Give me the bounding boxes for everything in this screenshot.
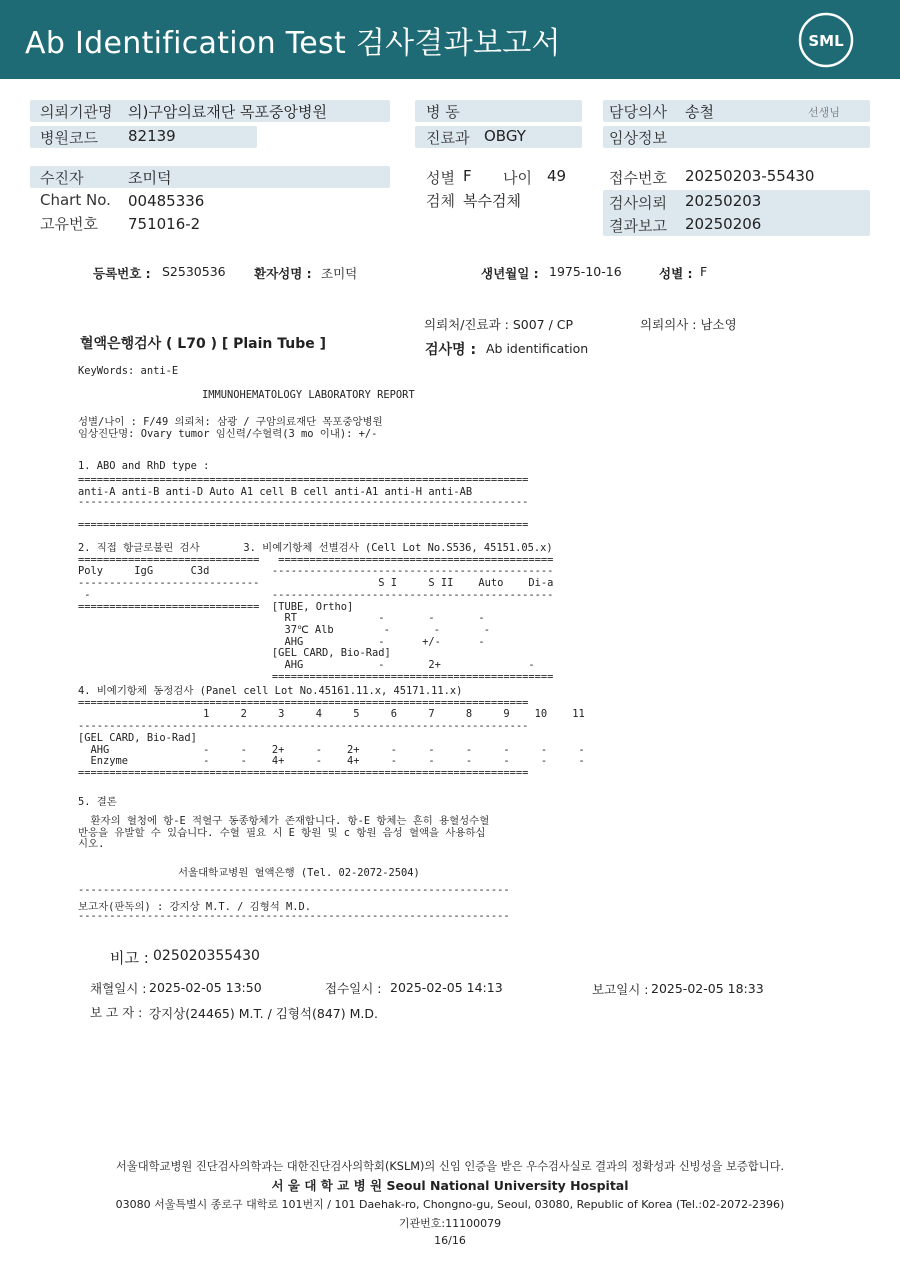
- report-value: 20250206: [685, 215, 762, 233]
- section4-panel-block: 4. 비예기항체 동정검사 (Panel cell Lot No.45161.11.x, 45171.11.x) ======================================================================== 1 2 3 4 5 6 7 8 9 10 11 ------------------------------------------------------------------------ [GEL CARD, Bio-Rad] AHG - - 2+ - 2+ - - - - - - Enzyme - - 4+ - 4+ - - - - - - ========================================================================: [78, 685, 585, 779]
- footer-hospital-name: 서 울 대 학 교 병 원 Seoul National University Hospital: [271, 1178, 629, 1193]
- reportdate-label: 보고일시 :: [592, 982, 649, 997]
- svg-text:SML: SML: [808, 32, 844, 50]
- clinical-label: 임상정보: [609, 129, 667, 147]
- age-value: 49: [547, 167, 567, 185]
- test-name-label: 검사명 :: [425, 342, 477, 358]
- sex-value: F: [463, 167, 472, 185]
- ref-doctor-line: 의뢰의사 : 남소영: [640, 317, 737, 332]
- reporter-value: 강지상(24465) M.T. / 김형석(847) M.D.: [149, 1006, 378, 1021]
- ward-label: 병 동: [426, 103, 460, 121]
- test-name-value: Ab identification: [486, 341, 589, 356]
- institution-label: 의뢰기관명: [40, 103, 113, 121]
- section5-title: 5. 결론: [78, 796, 117, 808]
- report-label: 결과보고: [609, 217, 667, 235]
- reg-label: 등록번호 :: [93, 266, 151, 281]
- doctor-label: 담당의사: [609, 103, 667, 121]
- test-group: 혈액은행검사 ( L70 ) [ Plain Tube ]: [80, 336, 327, 352]
- dob-value: 1975-10-16: [549, 264, 622, 279]
- collect-value: 2025-02-05 13:50: [149, 980, 262, 995]
- line-diagnosis: 임상진단명: Ovary tumor 임신력/수혈력(3 mo 이내): +/-: [78, 428, 378, 440]
- receive-label: 접수일시 :: [325, 981, 382, 996]
- separator: ------------------------------------------------------------------------: [78, 496, 529, 508]
- unique-no-value: 751016-2: [128, 215, 201, 233]
- name-value: 조미덕: [321, 266, 358, 281]
- dept-label: 진료과: [426, 129, 470, 147]
- reg-value: S2530536: [162, 264, 226, 279]
- hospital-code-label: 병원코드: [40, 129, 98, 147]
- dept-value: OBGY: [484, 127, 526, 145]
- lab-report-title: IMMUNOHEMATOLOGY LABORATORY REPORT: [202, 389, 415, 401]
- sex2-value: F: [700, 264, 708, 279]
- specimen-label: 검체: [426, 192, 455, 210]
- doctor-value: 송철: [685, 103, 714, 121]
- separator: ========================================================================: [78, 519, 529, 531]
- reporter-label: 보 고 자 :: [90, 1005, 143, 1020]
- footer-address: 03080 서울특별시 종로구 대학로 101번지 / 101 Daehak-ro, Chongno-gu, Seoul, 03080, Republic of Korea (Tel.:02-2072-2396): [115, 1198, 785, 1211]
- dob-label: 생년월일 :: [481, 266, 539, 281]
- note-label: 비고 :: [110, 949, 149, 967]
- hospital-code-value: 82139: [128, 127, 176, 145]
- separator: ---------------------------------------------------------------------: [78, 884, 510, 896]
- reporter-line: 보고자(판독의) : 강지상 M.T. / 김형석 M.D.: [78, 901, 312, 913]
- bloodbank-line: 서울대학교병원 혈액은행 (Tel. 02-2072-2504): [178, 867, 420, 879]
- section1-title: 1. ABO and RhD type :: [78, 460, 210, 472]
- request-value: 20250203: [685, 192, 762, 210]
- patient-row-bg: [30, 166, 390, 188]
- separator: ---------------------------------------------------------------------: [78, 910, 510, 922]
- institution-value: 의)구암의료재단 목포중앙병원: [128, 103, 327, 121]
- reportdate-value: 2025-02-05 18:33: [651, 981, 764, 996]
- sex-label: 성별: [426, 169, 455, 187]
- chart-value: 00485336: [128, 192, 205, 210]
- sml-logo-icon: [798, 12, 854, 68]
- line-sex-age: 성별/나이 : F/49 의뢰처: 삼광 / 구암의료재단 목포중앙병원: [78, 416, 383, 428]
- name-label: 환자성명 :: [254, 266, 312, 281]
- certification-text: 서울대학교병원 진단검사의학과는 대한진단검사의학회(KSLM)의 신임 인증을 받은 우수검사실로 결과의 정확성과 신빙성을 보증합니다.: [115, 1160, 785, 1173]
- conclusion-text: 환자의 혈청에 항-E 적혈구 동종항체가 존재합니다. 항-E 항체는 흔히 용혈성수혈 반응을 유발할 수 있습니다. 수혈 필요 시 E 항원 및 c 항원 음성 혈액을 사용하십 시오.: [78, 815, 490, 851]
- page-number: 16/16: [434, 1234, 466, 1247]
- header-bar: [0, 0, 900, 79]
- institution-number: 기관번호:11100079: [398, 1217, 502, 1230]
- specimen-value: 복수검체: [463, 192, 521, 210]
- section1-header: anti-A anti-B anti-D Auto A1 cell B cell anti-A1 anti-H anti-AB: [78, 486, 473, 498]
- patient-value: 조미덕: [128, 169, 172, 187]
- separator: ========================================================================: [78, 474, 529, 486]
- sections-2-3-block: 2. 직접 항글로불린 검사 3. 비예기항체 선별검사 (Cell Lot No.S536, 45151.05.x) ============================= ============================================ Poly IgG C3d --------------------------------------------- ----------------------------- S I S II Auto Di-a - --------------------------------------------- ============================= [TUBE, Ortho] RT - - - 37℃ Alb - - - AHG - +/- - [GEL CARD, Bio-Rad] AHG - 2+ - =============================================: [78, 542, 554, 683]
- doctor-suffix: 선생님: [808, 106, 840, 119]
- collect-label: 채혈일시 :: [90, 981, 147, 996]
- keywords: KeyWords: anti-E: [78, 365, 179, 377]
- patient-label: 수진자: [40, 169, 84, 187]
- age-label: 나이: [503, 169, 532, 187]
- receive-value: 2025-02-05 14:13: [390, 980, 503, 995]
- note-value: 025020355430: [153, 948, 260, 964]
- reception-label: 접수번호: [609, 169, 667, 187]
- chart-label: Chart No.: [40, 191, 111, 209]
- sex2-label: 성별 :: [659, 266, 693, 281]
- referrer-line: 의뢰처/진료과 : S007 / CP: [424, 317, 574, 332]
- reception-value: 20250203-55430: [685, 167, 815, 185]
- unique-no-label: 고유번호: [40, 215, 98, 233]
- request-label: 검사의뢰: [609, 194, 667, 212]
- report-title: Ab Identification Test 검사결과보고서: [25, 26, 561, 61]
